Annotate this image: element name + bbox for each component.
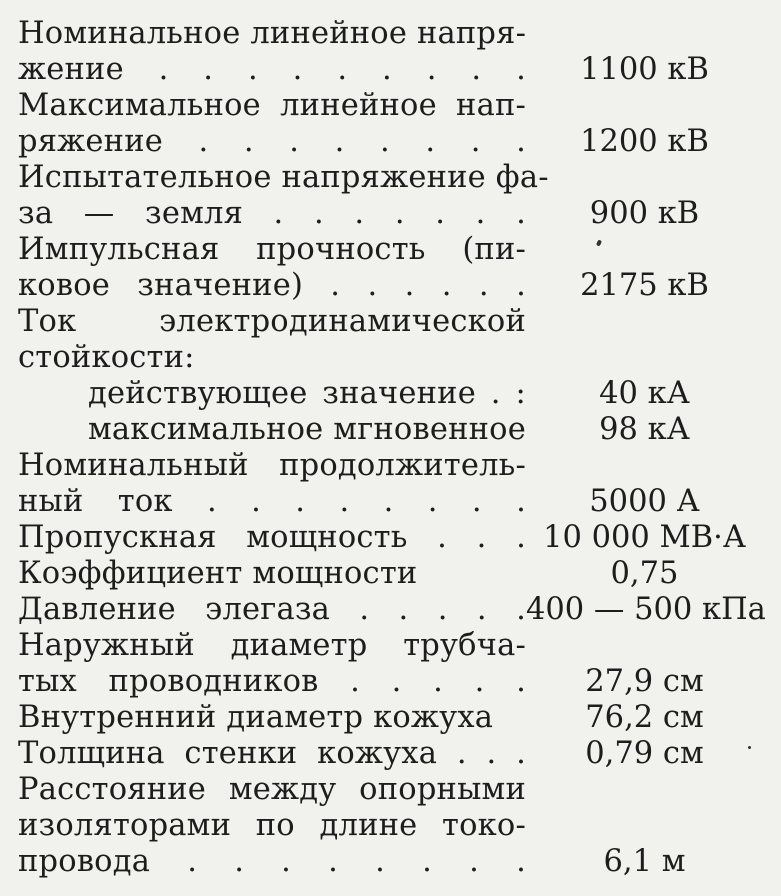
spec-value: 10 000 МВ·А xyxy=(543,520,746,555)
spec-label xyxy=(18,88,526,160)
spec-row xyxy=(18,628,763,700)
spec-value: 400 — 500 кПа xyxy=(526,592,766,627)
spec-label-line: Давление элегаза . . . . . xyxy=(18,592,526,627)
spec-label-line: Импульсная прочность (пи- xyxy=(18,232,526,267)
spec-table xyxy=(18,16,766,880)
spec-label xyxy=(18,700,526,736)
spec-label-line: Коэффициент мощности xyxy=(18,556,418,591)
spec-label xyxy=(18,772,526,880)
spec-label-line: действующее значение . : xyxy=(88,376,526,411)
spec-value: 76,2 см xyxy=(585,700,704,735)
spec-row xyxy=(18,520,763,556)
spec-label-line: ковое значение) . . . . . . xyxy=(18,268,526,303)
spec-label-line: за — земля . . . . . . . xyxy=(18,196,526,231)
spec-row xyxy=(18,736,763,772)
spec-value: 5000 А xyxy=(589,484,700,519)
spec-value xyxy=(526,340,763,376)
spec-label xyxy=(18,448,526,520)
spec-label-line: Расстояние между опорными xyxy=(18,772,526,807)
spec-label-line: провода . . . . . . . . xyxy=(18,844,526,879)
spec-label-line: максимальное мгновенное xyxy=(88,412,526,447)
spec-row xyxy=(18,412,763,448)
spec-label xyxy=(18,520,526,556)
spec-row xyxy=(18,160,763,232)
spec-label-line: Максимальное линейное нап- xyxy=(18,88,526,123)
spec-row xyxy=(18,304,763,376)
spec-label xyxy=(18,628,526,700)
spec-value: 0,75 xyxy=(610,556,679,591)
spec-row xyxy=(18,376,763,412)
spec-label xyxy=(18,304,526,376)
spec-label-line: Испытательное напряжение фа- xyxy=(18,160,549,195)
spec-value: 1200 кВ xyxy=(580,124,709,159)
spec-label-line: изоляторами по длине токо- xyxy=(18,808,526,843)
spec-row xyxy=(18,772,763,880)
spec-label-line: Номинальный продолжитель- xyxy=(18,448,526,483)
spec-label-line: Пропускная мощность . . . xyxy=(18,520,526,555)
spec-label-line: ный ток . . . . . . . . xyxy=(18,484,526,519)
spec-label-line: Внутренний диаметр кожуха xyxy=(18,700,494,735)
spec-label xyxy=(18,232,526,304)
spec-label-line: ряжение . . . . . . . . xyxy=(18,124,526,159)
spec-label-line: Наружный диаметр трубча- xyxy=(18,628,526,663)
spec-label-line: Толщина стенки кожуха . . . xyxy=(18,736,526,771)
spec-label xyxy=(18,412,526,448)
spec-label-line: Ток электродинамической xyxy=(18,304,526,339)
spec-value: 40 кА xyxy=(599,376,690,411)
spec-label xyxy=(18,16,526,88)
spec-value: 900 кВ xyxy=(589,196,700,231)
spec-label xyxy=(18,592,526,628)
spec-label-line: жение . . . . . . . . . xyxy=(18,52,526,87)
spec-row xyxy=(18,232,763,304)
spec-value: 2175 кВ xyxy=(580,268,709,303)
spec-label xyxy=(18,556,526,592)
spec-label-line: Номинальное линейное напря- xyxy=(18,16,527,51)
spec-label-line: тых проводников . . . . . xyxy=(18,664,526,699)
spec-label xyxy=(18,736,526,772)
spec-label xyxy=(18,376,526,412)
spec-row xyxy=(18,700,763,736)
spec-value: 98 кА xyxy=(599,412,690,447)
spec-value: 27,9 см xyxy=(585,664,704,699)
spec-row xyxy=(18,448,763,520)
spec-row xyxy=(18,556,763,592)
spec-value: 0,79 см xyxy=(585,736,704,771)
spec-value: 6,1 м xyxy=(603,844,686,879)
spec-row xyxy=(18,88,763,160)
spec-value: 1100 кВ xyxy=(580,52,709,87)
spec-row xyxy=(18,16,763,88)
spec-label-line: стойкости: xyxy=(18,340,195,375)
spec-label xyxy=(18,160,549,232)
spec-row xyxy=(18,592,766,628)
